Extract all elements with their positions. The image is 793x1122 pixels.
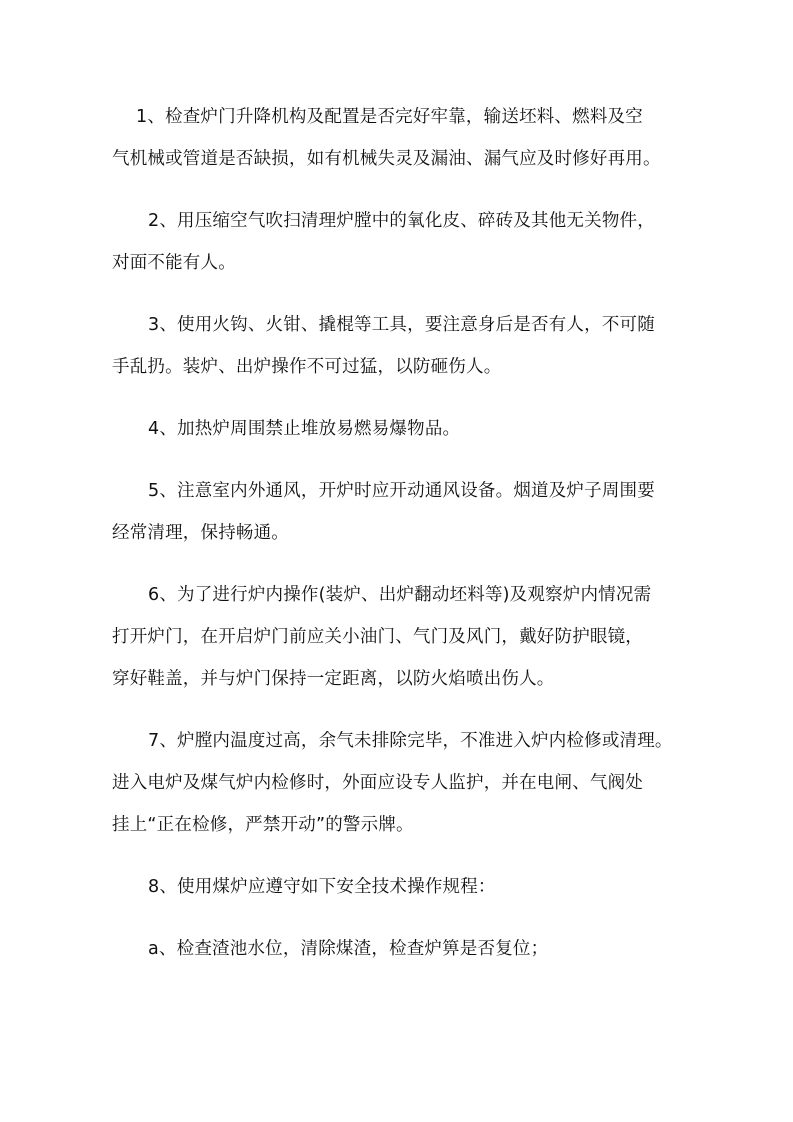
paragraph-7 (112, 720, 690, 846)
paragraph-8 (112, 866, 690, 908)
paragraph-1 (112, 96, 690, 180)
paragraph-5 (112, 470, 690, 554)
paragraph-line: a、检查渣池水位，清除煤渣，检查炉箅是否复位； (148, 939, 549, 959)
paragraph-line: 手乱扔。装炉、出炉操作不可过猛，以防砸伤人。 (112, 357, 502, 377)
paragraph-line: 3、使用火钩、火钳、撬棍等工具，要注意身后是否有人，不可随 (148, 315, 655, 335)
paragraph-6 (112, 574, 690, 700)
paragraph-line: 经常清理，保持畅通。 (112, 523, 289, 543)
paragraph-3 (112, 304, 690, 388)
paragraph-line: 进入电炉及煤气炉内检修时，外面应设专人监护，并在电闸、气阀处 (112, 773, 643, 793)
paragraph-line: 2、用压缩空气吹扫清理炉膛中的氧化皮、碎砖及其他无关物件， (148, 211, 655, 231)
paragraph-9 (112, 928, 690, 970)
paragraph-line: 穿好鞋盖，并与炉门保持一定距离，以防火焰喷出伤人。 (112, 669, 555, 689)
paragraph-line: 4、加热炉周围禁止堆放易燃易爆物品。 (148, 419, 461, 439)
paragraph-line: 气机械或管道是否缺损，如有机械失灵及漏油、漏气应及时修好再用。 (112, 149, 661, 169)
paragraph-line: 1、检查炉门升降机构及配置是否完好牢靠，输送坯料、燃料及空 (136, 107, 643, 127)
paragraph-line: 7、炉膛内温度过高，余气未排除完毕，不准进入炉内检修或清理。 (148, 731, 673, 751)
paragraph-line: 5、注意室内外通风，开炉时应开动通风设备。烟道及炉子周围要 (148, 481, 655, 501)
paragraph-line: 挂上“正在检修，严禁开动”的警示牌。 (112, 815, 414, 835)
paragraph-2 (112, 200, 690, 284)
paragraph-line: 对面不能有人。 (112, 253, 236, 273)
paragraph-line: 8、使用煤炉应遵守如下安全技术操作规程： (148, 877, 496, 897)
paragraph-line: 6、为了进行炉内操作(装炉、出炉翻动坯料等)及观察炉内情况需 (148, 585, 652, 605)
paragraph-line: 打开炉门，在开启炉门前应关小油门、气门及风门，戴好防护眼镜， (112, 627, 643, 647)
paragraph-4 (112, 408, 690, 450)
document-body (112, 96, 690, 990)
